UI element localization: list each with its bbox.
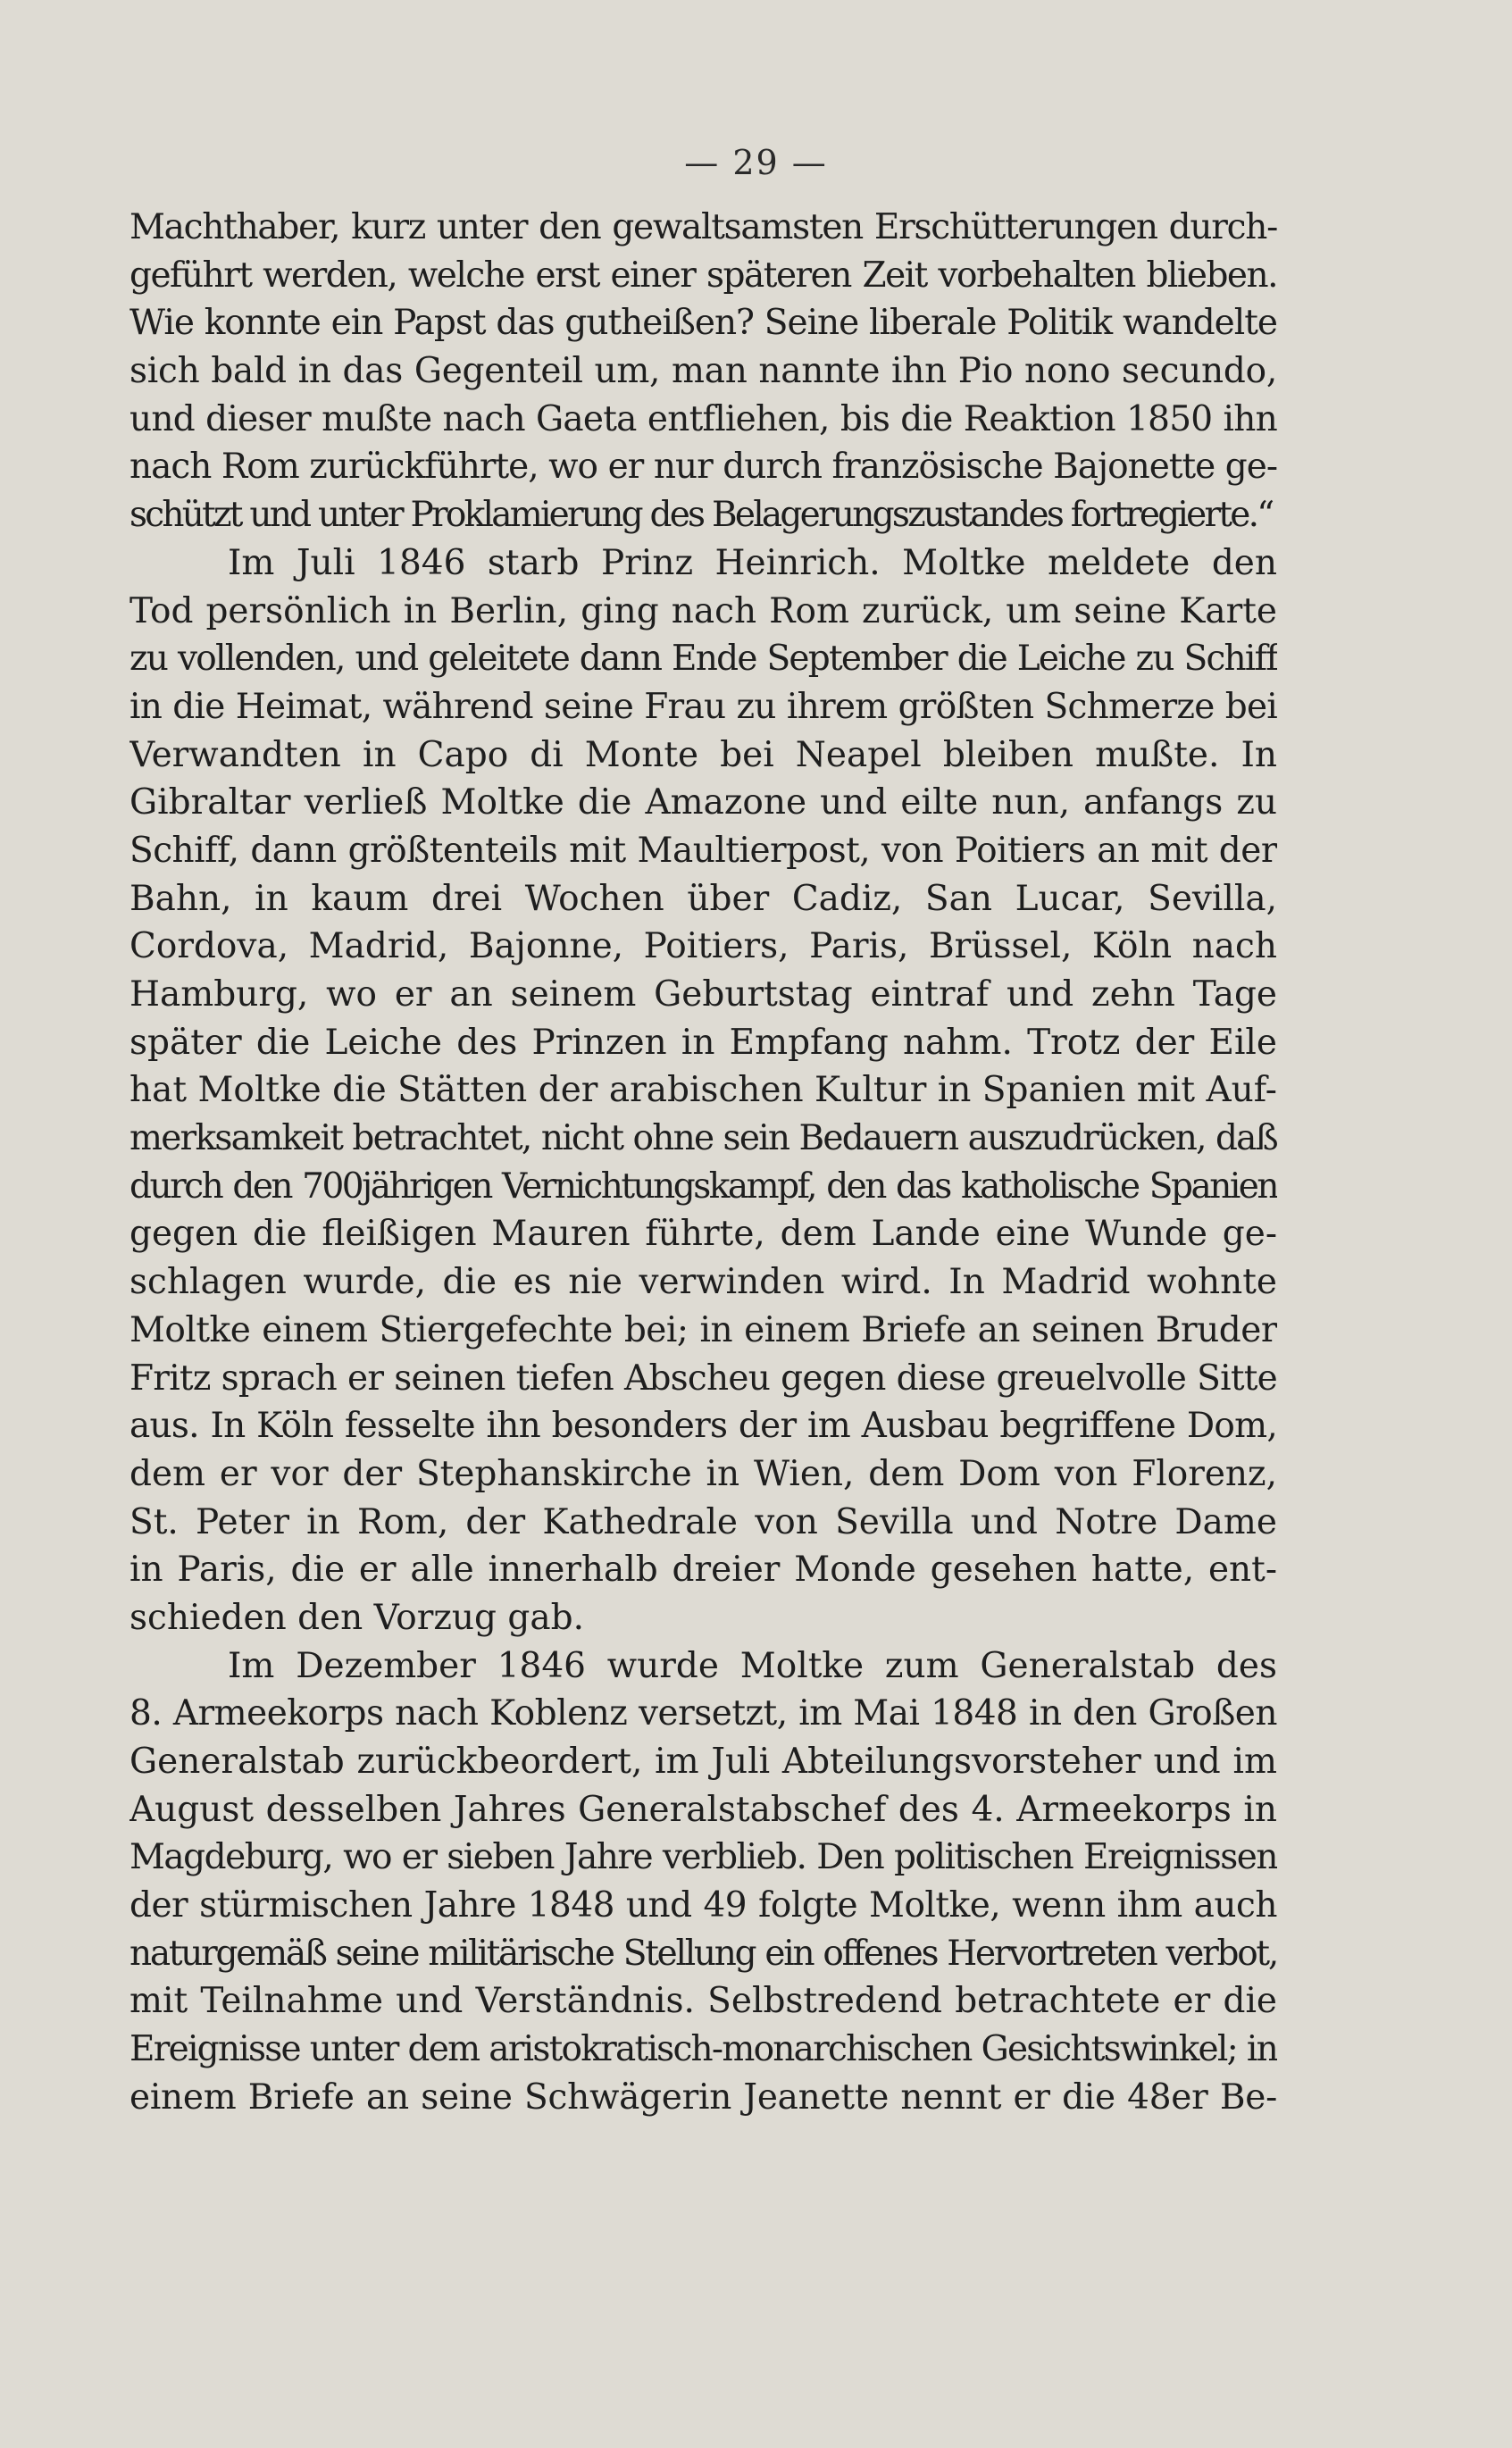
text-line: 8. Armeekorps nach Koblenz versetzt, im Mai 1848 in den Großen — [129, 1693, 1277, 1734]
text-line: durch den 700jährigen Vernichtungskampf, den das katholische Spanien — [129, 1166, 1277, 1207]
text-line: in die Heimat, während seine Frau zu ihrem größten Schmerze bei — [129, 686, 1277, 727]
text-line: der stürmischen Jahre 1848 und 49 folgte Moltke, wenn ihm auch — [129, 1885, 1277, 1926]
text-line: Fritz sprach er seinen tiefen Abscheu gegen diese greuelvolle Sitte — [129, 1358, 1277, 1399]
text-line: August desselben Jahres Generalstabschef des 4. Armeekorps in — [129, 1789, 1277, 1830]
text-line: dem er vor der Stephanskirche in Wien, dem Dom von Florenz, — [129, 1453, 1277, 1494]
text-line: Ereignisse unter dem aristokratisch-monarchischen Gesichtswinkel; in — [129, 2029, 1277, 2070]
text-line: Machthaber, kurz unter den gewaltsamsten Erschütterungen durch- — [129, 207, 1277, 247]
text-line: merksamkeit betrachtet, nicht ohne sein Bedauern auszudrücken, daß — [129, 1118, 1277, 1159]
text-line: schieden den Vorzug gab. — [129, 1597, 584, 1638]
text-line: Hamburg, wo er an seinem Geburtstag eintraf und zehn Tage — [129, 974, 1277, 1015]
text-line: später die Leiche des Prinzen in Empfang nahm. Trotz der Eile — [129, 1022, 1277, 1063]
body-text — [129, 204, 1277, 2122]
text-line: einem Briefe an seine Schwägerin Jeanette nennt er die 48er Be- — [129, 2076, 1277, 2118]
text-line: sich bald in das Gegenteil um, man nannte ihn Pio nono secundo, — [129, 351, 1277, 392]
text-line: Bahn, in kaum drei Wochen über Cadiz, San Lucar, Sevilla, — [129, 878, 1277, 919]
page-number: — 29 — — [684, 143, 828, 182]
text-line: Gibraltar verließ Moltke die Amazone und eilte nun, anfangs zu — [129, 782, 1277, 823]
text-line: Magdeburg, wo er sieben Jahre verblieb. Den politischen Ereignissen — [129, 1837, 1277, 1878]
text-line: und dieser mußte nach Gaeta entfliehen, bis die Reaktion 1850 ihn — [129, 398, 1277, 439]
text-line: Im Dezember 1846 wurde Moltke zum Generalstab des — [228, 1645, 1277, 1686]
text-line: aus. In Köln fesselte ihn besonders der im Ausbau begriffene Dom, — [129, 1406, 1277, 1447]
text-line: Im Juli 1846 starb Prinz Heinrich. Moltke meldete den — [228, 542, 1277, 583]
text-line: St. Peter in Rom, der Kathedrale von Sevilla und Notre Dame — [129, 1501, 1277, 1542]
text-line: Wie konnte ein Papst das gutheißen? Seine liberale Politik wandelte — [129, 303, 1277, 344]
text-line: naturgemäß seine militärische Stellung ein offenes Hervortreten verbot, — [129, 1933, 1277, 1974]
text-line: schützt und unter Proklamierung des Belagerungszustandes fortregierte.“ — [129, 495, 1273, 536]
text-line: Moltke einem Stiergefechte bei; in einem Briefe an seinen Bruder — [129, 1309, 1277, 1350]
text-line: Generalstab zurückbeordert, im Juli Abteilungsvorsteher und im — [129, 1742, 1277, 1782]
text-line: gegen die fleißigen Mauren führte, dem Lande eine Wunde ge- — [129, 1214, 1277, 1255]
text-line: nach Rom zurückführte, wo er nur durch französische Bajonette ge- — [129, 447, 1277, 488]
text-line: Verwandten in Capo di Monte bei Neapel bleiben mußte. In — [129, 734, 1277, 775]
text-line: in Paris, die er alle innerhalb dreier Monde gesehen hatte, ent- — [129, 1550, 1277, 1591]
text-line: Schiff, dann größtenteils mit Maultierpost, von Poitiers an mit der — [129, 830, 1277, 871]
text-line: Cordova, Madrid, Bajonne, Poitiers, Paris, Brüssel, Köln nach — [129, 926, 1277, 967]
text-line: mit Teilnahme und Verständnis. Selbstredend betrachtete er die — [129, 1981, 1277, 2022]
text-line: zu vollenden, und geleitete dann Ende September die Leiche zu Schiff — [129, 639, 1277, 680]
text-line: geführt werden, welche erst einer späteren Zeit vorbehalten blieben. — [129, 255, 1277, 296]
text-line: schlagen wurde, die es nie verwinden wird. In Madrid wohnte — [129, 1262, 1277, 1303]
text-line: hat Moltke die Stätten der arabischen Kultur in Spanien mit Auf- — [129, 1070, 1277, 1111]
text-line: Tod persönlich in Berlin, ging nach Rom zurück, um seine Karte — [129, 590, 1277, 631]
